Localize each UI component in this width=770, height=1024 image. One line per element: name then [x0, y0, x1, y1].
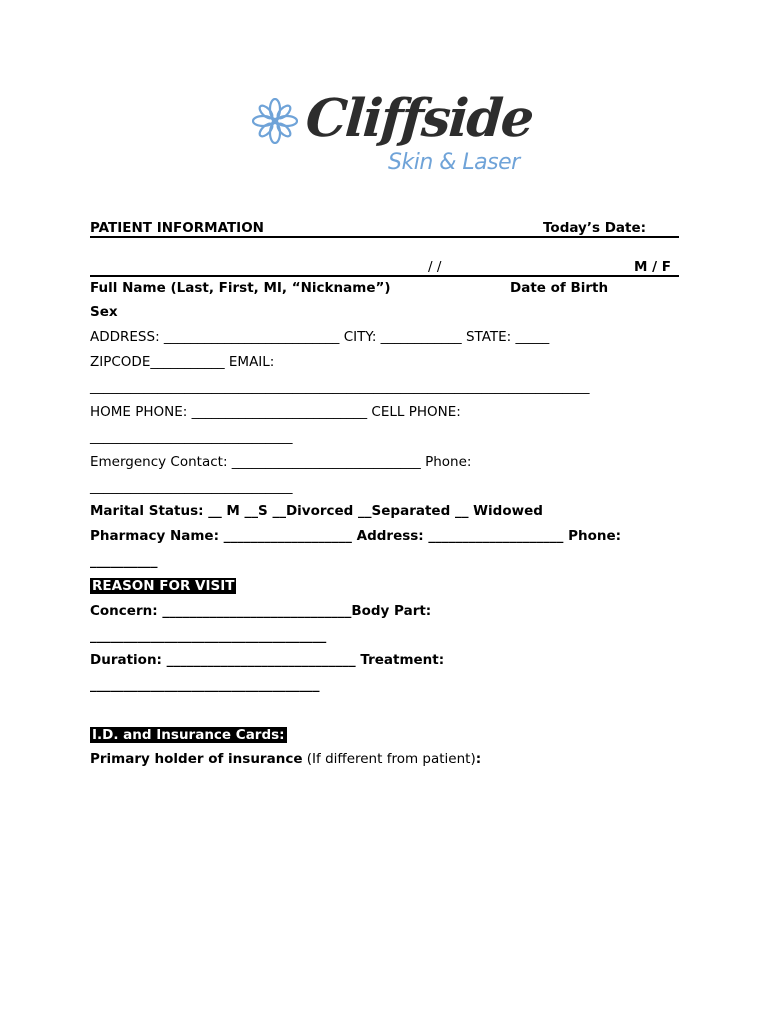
- address-city-state-field[interactable]: ADDRESS: __________________________ CITY: ____________ STATE: _____: [90, 329, 550, 345]
- sex-options: M / F: [634, 259, 671, 275]
- duration-field[interactable]: Duration: ____________________________ Treatment:: [90, 652, 445, 668]
- primary-holder-label: [90, 751, 481, 767]
- cell-phone-blank[interactable]: ______________________________: [90, 429, 293, 445]
- todays-date-label: Today’s Date:: [543, 220, 647, 236]
- flower-icon: [252, 98, 298, 144]
- primary-holder-note: (If different from patient): [302, 751, 476, 767]
- pharmacy-field[interactable]: Pharmacy Name: ___________________ Address: ____________________ Phone:: [90, 528, 622, 544]
- sex-label: Sex: [90, 304, 118, 320]
- section-title-patient-info: PATIENT INFORMATION: [90, 220, 264, 236]
- logo-wordmark: Cliffside: [303, 88, 535, 149]
- logo-tagline: Skin & Laser: [388, 150, 520, 175]
- clinic-logo: [252, 88, 535, 188]
- treatment-blank[interactable]: __________________________________: [90, 677, 320, 693]
- phones-field[interactable]: HOME PHONE: __________________________ CELL PHONE:: [90, 404, 461, 420]
- emergency-phone-blank[interactable]: ______________________________: [90, 479, 293, 495]
- dob-label: Date of Birth: [510, 280, 609, 296]
- header-rule: [90, 236, 679, 238]
- pharmacy-phone-blank[interactable]: __________: [90, 553, 158, 569]
- emergency-contact-field[interactable]: Emergency Contact: ____________________________ Phone:: [90, 454, 472, 470]
- full-name-label: Full Name (Last, First, MI, “Nickname”): [90, 280, 391, 296]
- body-part-blank[interactable]: ___________________________________: [90, 628, 327, 644]
- date-of-birth-slashes: / /: [428, 259, 442, 275]
- primary-holder-colon: :: [475, 751, 482, 767]
- insurance-heading: I.D. and Insurance Cards:: [92, 727, 285, 743]
- reason-for-visit-heading: REASON FOR VISIT: [92, 578, 235, 594]
- name-line[interactable]: [90, 275, 679, 277]
- primary-holder-bold: Primary holder of insurance: [90, 751, 303, 767]
- zip-email-field[interactable]: ZIPCODE___________ EMAIL:: [90, 354, 275, 370]
- marital-status-field[interactable]: Marital Status: __ M __S __Divorced __Separated __ Widowed: [90, 503, 543, 519]
- email-blank-line[interactable]: __________________________________________________________________________: [90, 379, 590, 395]
- concern-field[interactable]: Concern: ____________________________Body Part:: [90, 603, 432, 619]
